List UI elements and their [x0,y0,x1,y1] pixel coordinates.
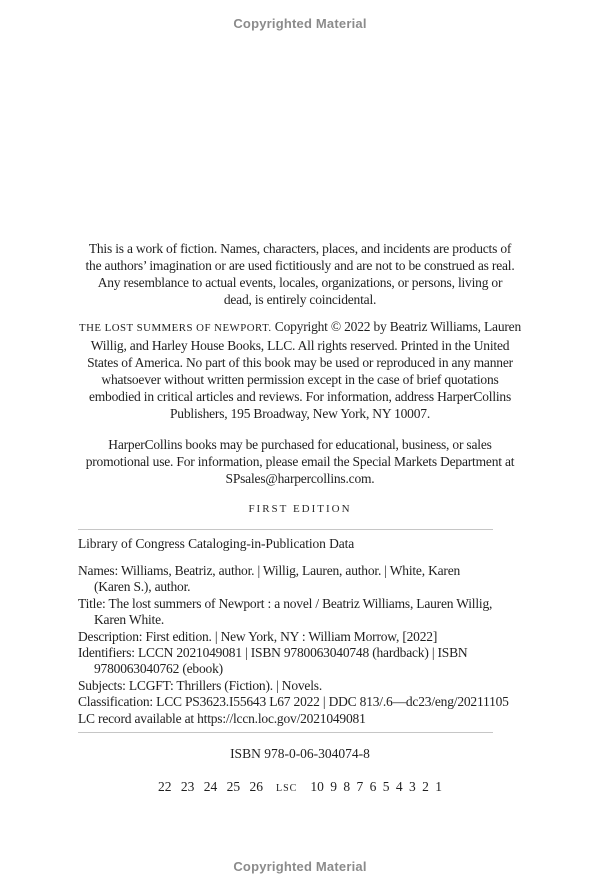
cip-line: (Karen S.), author. [94,579,191,595]
book-title-smallcaps: THE LOST SUMMERS OF NEWPORT. [78,322,272,334]
cip-line: Names: Williams, Beatriz, author. | Willig, Lauren, author. | White, Karen [78,563,461,578]
copyright-notice-paragraph [70,318,530,422]
copyrighted-material-watermark-top: Copyrighted Material [233,16,367,31]
special-markets-paragraph [70,436,530,487]
purchase-line: promotional use. For information, please email the Special Markets Department at [85,454,515,469]
copyright-line: embodied in critical articles and reviews. For information, address HarperCollins [88,389,512,404]
section-divider-rule-bottom [78,732,493,733]
copyright-line [70,318,530,337]
section-divider-rule-top [78,529,493,530]
cip-line: LC record available at https://lccn.loc.gov/2021049081 [78,710,366,726]
copyright-line: Publishers, 195 Broadway, New York, NY 10007. [170,406,430,421]
print-run-numbers: 10 9 8 7 6 5 4 3 2 1 [310,779,442,794]
cip-line: Title: The lost summers of Newport : a novel / Beatriz Williams, Lauren Willig, [78,595,493,611]
cip-line: 9780063040762 (ebook) [94,661,223,677]
copyright-line: States of America. No part of this book may be used or reproduced in any manner [87,355,513,370]
cip-heading: Library of Congress Cataloging-in-Publication Data [78,536,355,551]
isbn-line: ISBN 978-0-06-304074-8 [230,746,370,761]
fiction-disclaimer-paragraph [70,240,530,308]
cip-line: Karen White. [94,612,165,628]
copyrighted-material-watermark-bottom: Copyrighted Material [233,859,367,874]
purchase-line: HarperCollins books may be purchased for educational, business, or sales [108,437,492,452]
cip-line: Classification: LCC PS3623.I55643 L67 2022 | DDC 813/.6—dc23/eng/20211105 [78,694,509,710]
disclaimer-line: the authors’ imagination or are used fictitiously and are not to be construed as real. [85,258,515,273]
printing-years: 22 23 24 25 26 [158,779,264,794]
first-edition-notice: FIRST EDITION [248,503,352,515]
printer-code: LSC [276,783,298,794]
disclaimer-line: dead, is entirely coincidental. [223,292,377,307]
disclaimer-line: This is a work of fiction. Names, characters, places, and incidents are products of [88,241,512,256]
copyright-line: whatsoever without written permission except in the case of brief quotations [101,372,499,387]
copyright-line: Willig, and Harley House Books, LLC. All rights reserved. Printed in the United [90,338,510,353]
disclaimer-line: Any resemblance to actual events, locales, organizations, or persons, living or [97,275,503,290]
cip-line: Description: First edition. | New York, NY : William Morrow, [2022] [78,628,438,644]
printing-history-line [0,779,600,795]
copyright-line-rest: Copyright © 2022 by Beatriz Williams, Lauren [271,319,522,334]
cip-data-block [78,563,528,727]
purchase-line: SPsales@harpercollins.com. [225,471,375,486]
cip-line: Identifiers: LCCN 2021049081 | ISBN 9780063040748 (hardback) | ISBN [78,645,468,661]
cip-line: Subjects: LCGFT: Thrillers (Fiction). | Novels. [78,677,322,693]
